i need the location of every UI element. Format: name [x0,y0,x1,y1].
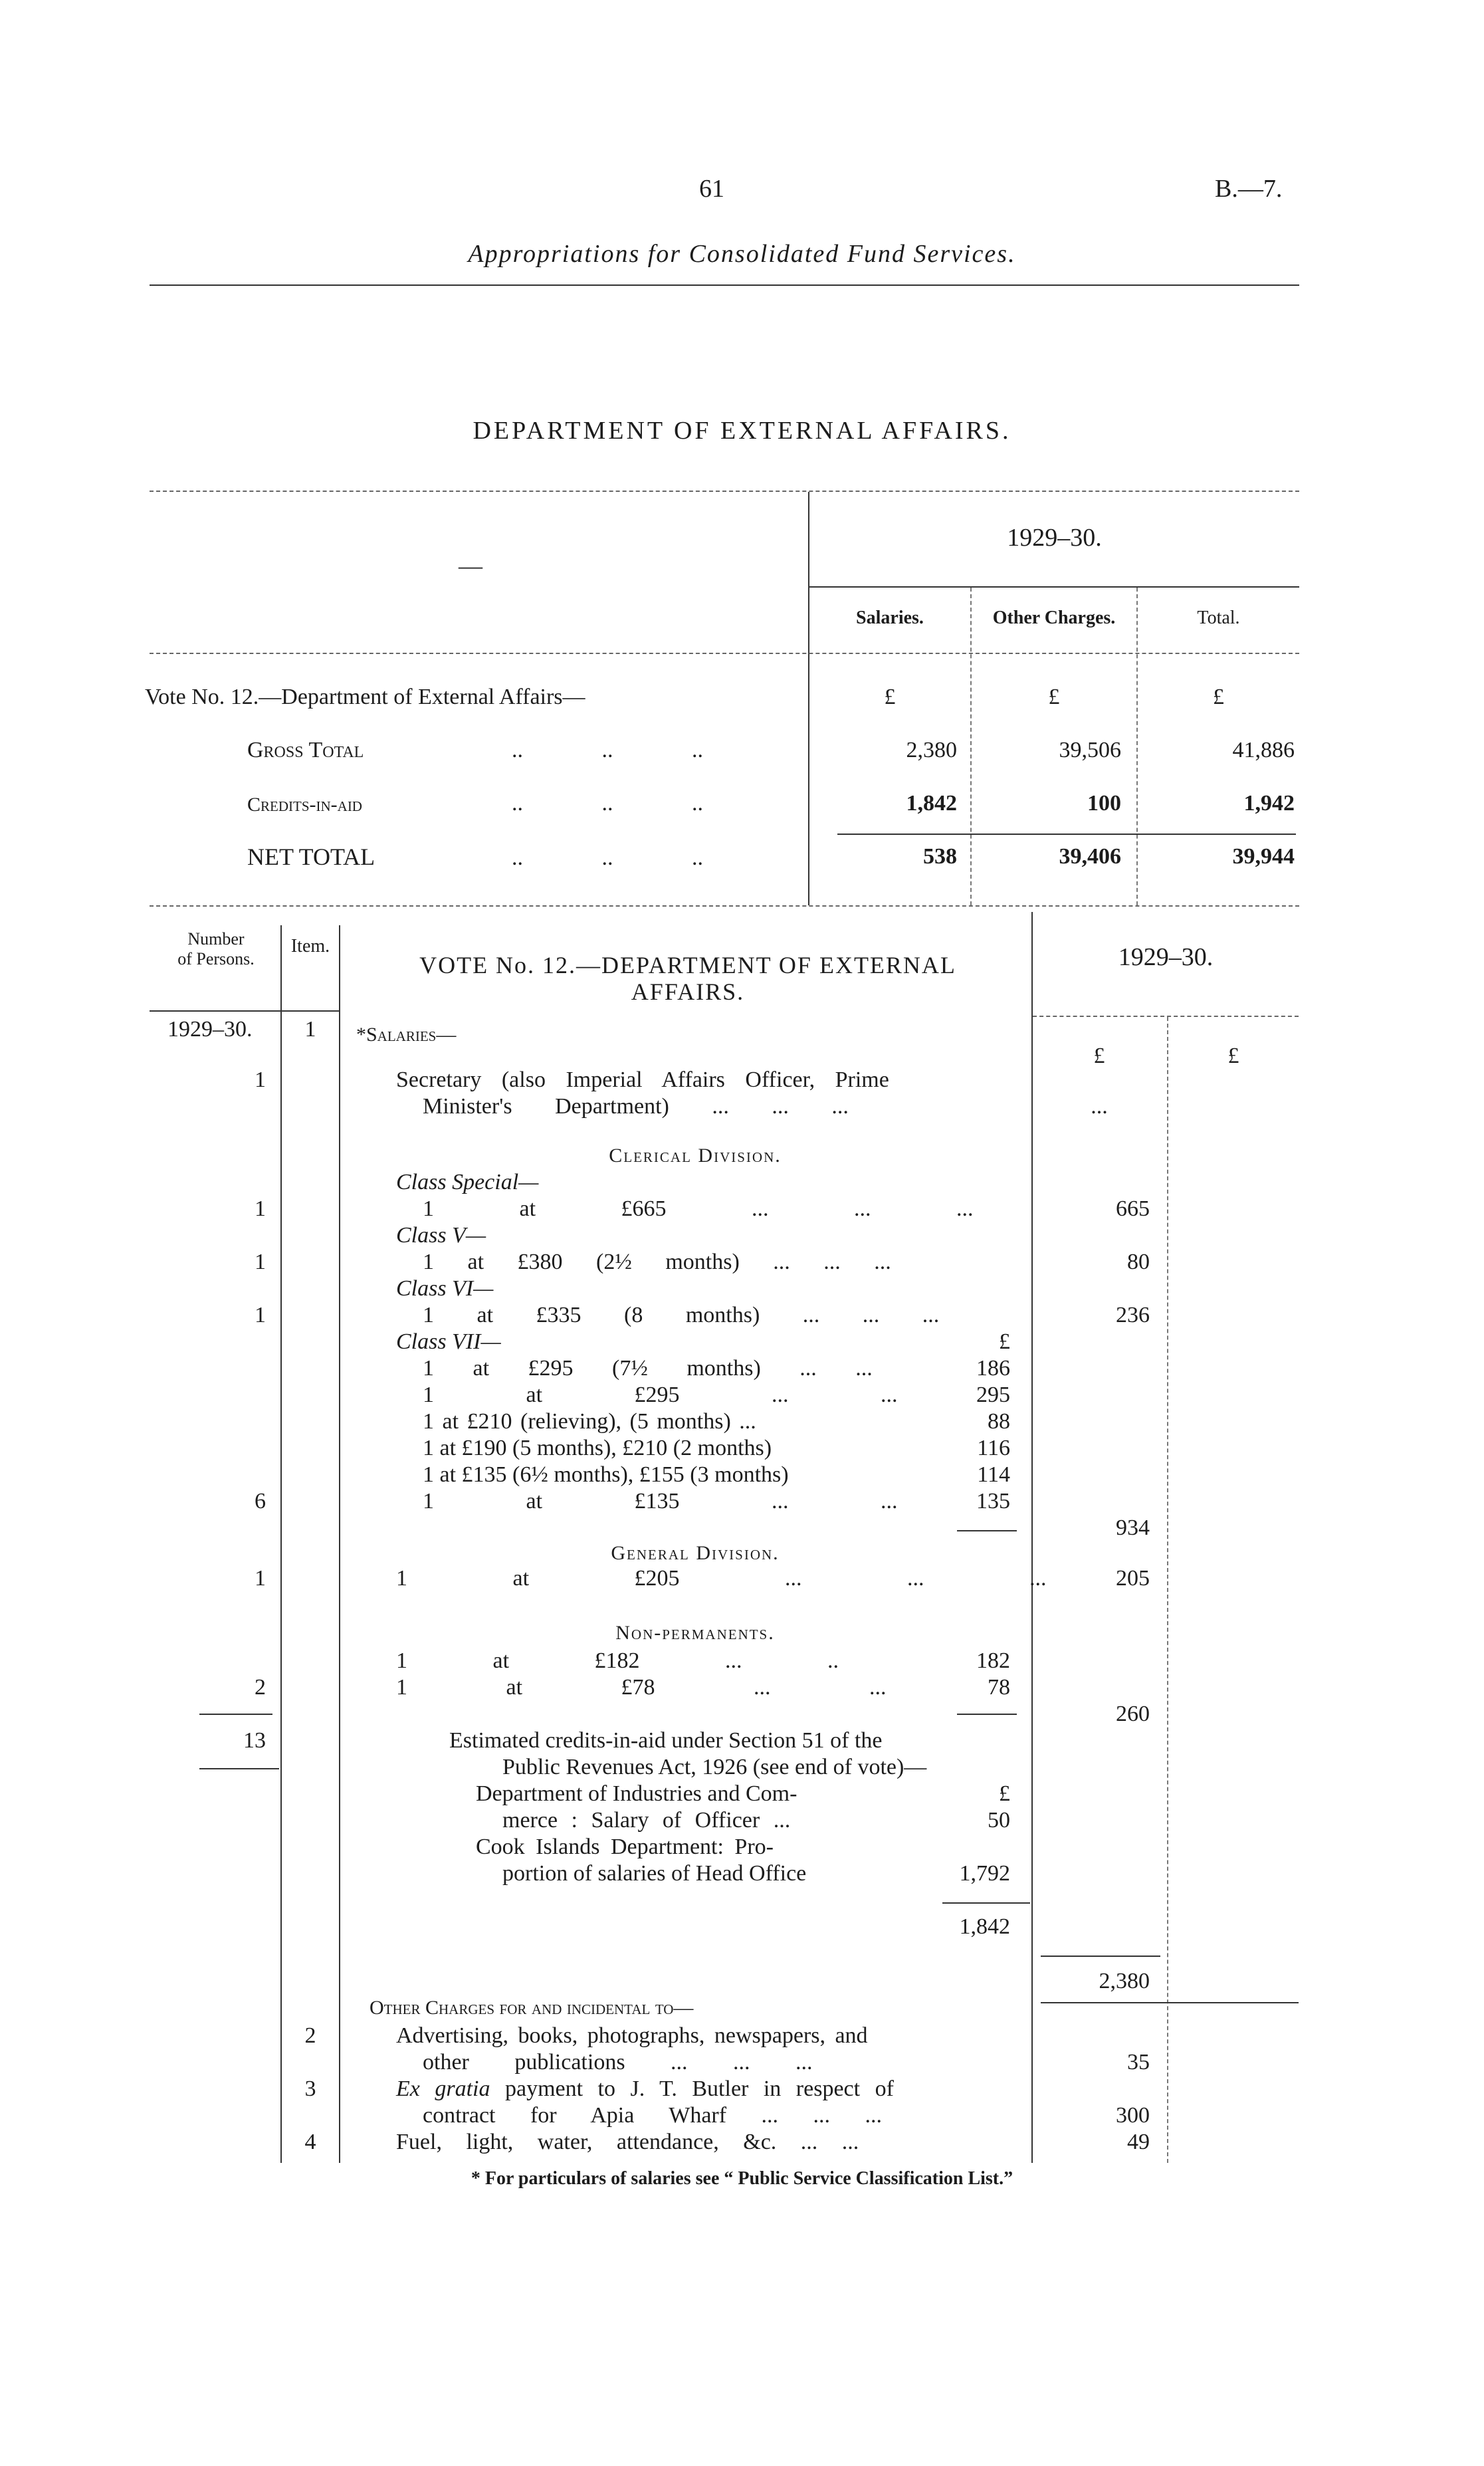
pound-sign: £ [1093,1044,1105,1068]
net-other: 39,406 [1059,844,1121,869]
col-number-line2: of Persons. [177,949,255,968]
class-vii-row: 1 at £295 (7½ months) ... ... [423,1356,873,1381]
class-vii-row: 1 at £135 (6½ months), £155 (3 months) [423,1462,789,1487]
pound-sign: £ [1227,1044,1239,1068]
summary-year: 1929–30. [1007,524,1102,552]
class-special-line: 1 at £665 ... ... ... [423,1196,974,1221]
class-v: Class V— [396,1223,486,1248]
summary-top-rule [150,491,1299,492]
col-number-of-persons [153,929,279,969]
col-rule-persons [280,925,282,2163]
summary-stub-dash: — [459,552,482,579]
vote-title [346,952,1030,1005]
gross-salaries: 2,380 [906,738,957,762]
vote-year-row: 1929–30. [167,1017,253,1042]
other-item-line2: other publications ... ... ... [423,2050,813,2074]
footnote: * For particulars of salaries see “ Public Service Classification List.” [471,2168,1013,2189]
col-other-charges: Other Charges. [992,608,1116,628]
page-number: 61 [699,175,724,203]
credits-other: 100 [1087,791,1121,816]
net-total: 39,944 [1232,844,1295,869]
credits-salaries: 1,842 [906,791,957,816]
nonpermanent-heading: Non-permanents. [615,1622,775,1644]
leader-dots: .. .. .. [512,738,703,762]
net-total-rule [837,834,1296,835]
currency-total: £ [1213,685,1224,709]
class-vii-row: 1 at £135 ... ... [423,1489,898,1513]
vote-header-rule [150,1010,340,1012]
class-vii-row-amount: 295 [976,1383,1010,1407]
subtotal-rule [957,1714,1017,1715]
general-line: 1 at £205 ... ... ... [396,1566,1047,1591]
class-vii-row: 1 at £210 (relieving), (5 months) ... [423,1409,756,1434]
vote-year-rule [1033,1016,1299,1017]
vote-year-column: 1929–30. [1118,943,1214,971]
estimated-line2: Public Revenues Act, 1926 (see end of vote)— [502,1755,927,1779]
class-vii-row-amount: 116 [977,1436,1010,1460]
summary-bottom-rule [150,905,1299,907]
other-item-line1 [396,2076,894,2102]
persons-total-rule [199,1714,272,1715]
estimated-pound: £ [999,1781,1010,1806]
col-rule-amount-inner [1167,1017,1168,2163]
persons-count: 1 [255,1250,266,1274]
other-item-amount: 300 [1116,2103,1150,2128]
leader-dots: .. .. .. [512,845,703,870]
currency-other: £ [1048,685,1060,709]
col-rule-item [339,925,340,2163]
class-vii-row-amount: 114 [977,1462,1010,1487]
secretary-line2: Minister's Department) ... ... ... [423,1094,849,1119]
nonpermanent-row-amount: 182 [976,1648,1010,1673]
leader-dots: .. .. .. [512,791,703,816]
col-total: Total. [1197,608,1240,628]
class-v-line: 1 at £380 (2½ months) ... ... ... [423,1250,891,1274]
class-special-amount: 665 [1116,1196,1150,1221]
vote-title-line2: AFFAIRS. [631,978,745,1005]
nonpermanent-row: 1 at £78 ... ... [396,1675,887,1700]
estimated-amount: 1,792 [959,1861,1010,1886]
general-heading: General Division. [611,1542,780,1564]
persons-count: 1 [255,1067,266,1092]
vote-title-line1: VOTE No. 12.—DEPARTMENT OF EXTERNAL [419,952,956,978]
estimated-amount: 50 [988,1808,1010,1833]
item-number: 4 [304,2130,316,2154]
salaries-total-rule [1041,1956,1160,1957]
nonpermanent-row-amount: 78 [988,1675,1010,1700]
col-salaries: Salaries. [856,608,924,628]
class-vii-row: 1 at £190 (5 months), £210 (2 months) [423,1436,772,1460]
general-amount: 205 [1116,1566,1150,1591]
persons-total-underline [199,1768,279,1769]
estimated-total: 1,842 [959,1914,1010,1939]
other-item-line1-rest: payment to J. T. Butler in respect of [490,2076,894,2101]
secretary-amount: ... [1091,1094,1108,1119]
header-rule [150,284,1299,286]
class-vi: Class VI— [396,1276,494,1301]
estimated-line6: portion of salaries of Head Office [502,1861,807,1886]
summary-year-rule [809,586,1299,588]
gross-other: 39,506 [1059,738,1121,762]
other-item-amount: 49 [1127,2130,1150,2154]
persons-count: 6 [255,1489,266,1513]
class-vii-row: 1 at £295 ... ... [423,1383,898,1407]
clerical-heading: Clerical Division. [609,1145,782,1167]
other-item-amount: 35 [1127,2050,1150,2074]
nonpermanent-row: 1 at £182 ... .. [396,1648,839,1673]
class-vii-row-amount: 88 [988,1409,1010,1434]
department-title: DEPARTMENT OF EXTERNAL AFFAIRS. [473,417,1011,445]
running-title: Appropriations for Consolidated Fund Services. [468,240,1016,268]
class-vii: Class VII— [396,1329,501,1354]
class-vi-line: 1 at £335 (8 months) ... ... ... [423,1303,940,1327]
estimated-line5: Cook Islands Department: Pro- [476,1835,774,1859]
estimated-line3: Department of Industries and Com- [476,1781,797,1806]
secretary-line1: Secretary (also Imperial Affairs Officer, Prime [396,1067,889,1092]
estimated-line1: Estimated credits-in-aid under Section 51 of the [449,1728,883,1753]
item-number: 2 [304,2023,316,2048]
class-vii-pound: £ [999,1329,1010,1354]
summary-header-rule [150,653,1299,654]
persons-count: 2 [255,1675,266,1700]
item-number: 1 [304,1017,316,1042]
vote-label: Vote No. 12.—Department of External Affairs— [145,685,585,709]
other-item-line1: Advertising, books, photographs, newspapers, and [396,2023,868,2048]
credits-total: 1,942 [1243,791,1295,816]
currency-salaries: £ [884,685,896,709]
gross-total-label: Gross Total [247,738,364,762]
net-total-label: NET TOTAL [247,843,375,870]
gross-total: 41,886 [1232,738,1295,762]
estimated-line4: merce : Salary of Officer ... [502,1808,791,1833]
subtotal-rule [957,1530,1017,1531]
class-vi-amount: 236 [1116,1303,1150,1327]
persons-count: 1 [255,1566,266,1591]
other-item-line2: contract for Apia Wharf ... ... ... [423,2103,883,2128]
persons-total: 13 [243,1728,266,1753]
persons-count: 1 [255,1196,266,1221]
salaries-total-underline [1041,2002,1299,2003]
credits-label: Credits-in-aid [247,794,362,816]
item-number: 3 [304,2076,316,2101]
ex-gratia-text: Ex gratia [396,2076,490,2101]
nonpermanent-total: 260 [1116,1702,1150,1726]
estimated-total-rule [942,1902,1030,1904]
class-vii-row-amount: 186 [976,1356,1010,1381]
col-item: Item. [290,936,330,956]
persons-count: 1 [255,1303,266,1327]
net-salaries: 538 [923,844,957,869]
salaries-total: 2,380 [1099,1969,1150,1993]
class-special: Class Special— [396,1170,539,1194]
document-reference: B.—7. [1215,175,1283,203]
class-vii-total: 934 [1116,1515,1150,1540]
other-item-line1: Fuel, light, water, attendance, &c. ... ... [396,2130,859,2154]
other-charges-heading: Other Charges for and incidental to— [370,1997,694,2019]
col-number-line1: Number [187,929,245,949]
class-v-amount: 80 [1127,1250,1150,1274]
class-vii-row-amount: 135 [976,1489,1010,1513]
salaries-heading: *Salaries— [356,1024,457,1046]
